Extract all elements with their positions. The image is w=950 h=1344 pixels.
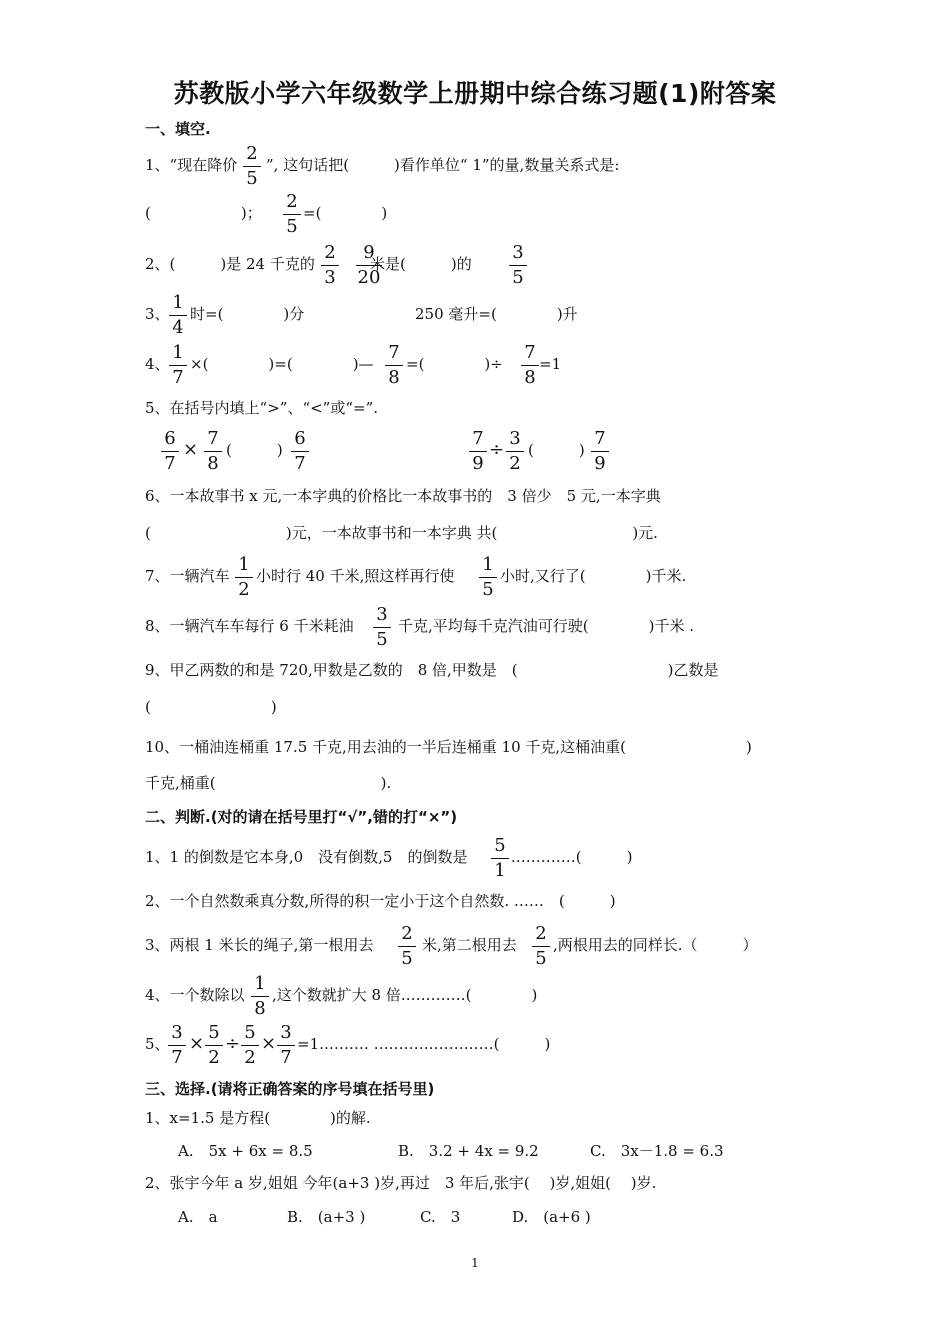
- s2-q3-fraction-1: 2 5: [397, 923, 417, 970]
- s1-q4-text-b: ×( )=( )—: [190, 355, 374, 373]
- s2-q2-text-a: 2、一个自然数乘真分数,所得的积一定小于这个自然数. …… ( ): [145, 892, 616, 910]
- section1-heading: 一、填空.: [145, 120, 211, 138]
- section3-heading: 三、选择.(请将正确答案的序号填在括号里): [145, 1080, 435, 1098]
- s1-q5-fraction-3: 6 7: [290, 428, 310, 475]
- s2-q5-times-2: ×: [261, 1033, 277, 1054]
- s1-q1-text-b: ”, 这句话把( )看作单位“ 1”的量,数量关系式是:: [266, 156, 620, 174]
- s1-q5-fraction-6: 7 9: [590, 428, 610, 475]
- s1-q1-fraction: 2 5: [242, 143, 262, 190]
- s3-q2-option-b: B. (a+3 ): [287, 1208, 366, 1226]
- s1-q4-text-a: 4、: [145, 355, 170, 373]
- s1-q5-blank-1: ( ): [226, 441, 283, 459]
- s3-q2-option-c: C. 3: [420, 1208, 461, 1226]
- s1-q3-text-a: 3、: [145, 305, 170, 323]
- s2-q1-text-a: 1、1 的倒数是它本身,0 没有倒数,5 的倒数是: [145, 848, 468, 866]
- s1-q10-text-b: 千克,桶重( ).: [145, 774, 392, 792]
- s1-q7-text-b: 小时行 40 千米,照这样再行使: [256, 567, 455, 585]
- s3-q2-option-a: A. a: [178, 1208, 218, 1226]
- s3-q2-option-d: D. (a+6 ): [512, 1208, 591, 1226]
- s3-q1-text: 1、x=1.5 是方程( )的解.: [145, 1109, 371, 1127]
- section2-heading: 二、判断.(对的请在括号里打“√”,错的打“×”): [145, 808, 458, 826]
- s1-q9-text-a: 9、甲乙两数的和是 720,甲数是乙数的 8 倍,甲数是 ( )乙数是: [145, 661, 719, 679]
- s1-q4-text-c: =( )÷: [406, 355, 503, 373]
- s2-q5-text-b: =1.……… ……………………( ): [297, 1035, 551, 1053]
- s1-q5-fraction-4: 7 9: [468, 428, 488, 475]
- s1-q6-text-a: 6、一本故事书 x 元,一本字典的价格比一本故事书的 3 倍少 5 元,一本字典: [145, 487, 661, 505]
- s1-q6-text-b: ( )元，一本故事书和一本字典 共( )元.: [145, 524, 658, 542]
- s2-q5-fraction-1: 3 7: [167, 1022, 187, 1069]
- s1-q1-fraction-2: 2 5: [282, 191, 302, 238]
- s3-q2-text: 2、张宇今年 a 岁,姐姐 今年(a+3 )岁,再过 3 年后,张宇( )岁,姐姐( )岁.: [145, 1174, 657, 1192]
- s3-q1-option-c: C. 3x－1.8 = 6.3: [590, 1142, 724, 1160]
- s1-q5-blank-2: ( ): [528, 441, 585, 459]
- s2-q3-fraction-2: 2 5: [531, 923, 551, 970]
- s1-q5-text-a: 5、在括号内填上“>”、“<”或“=”.: [145, 399, 379, 417]
- s1-q5-fraction-2: 7 8: [203, 428, 223, 475]
- s2-q5-divide: ÷: [225, 1033, 241, 1054]
- s1-q2-fraction-1: 2 3: [320, 242, 340, 289]
- s1-q4-text-d: =1: [539, 355, 562, 373]
- s2-q1-fraction: 5 1: [490, 835, 510, 882]
- s2-q4-fraction: 1 8: [250, 973, 270, 1020]
- s1-q3-text-c: 250 毫升=( )升: [415, 305, 578, 323]
- s1-q7-fraction-1: 1 2: [234, 554, 254, 601]
- s1-q3-text-b: 时=( )分: [190, 305, 305, 323]
- s1-q2-text-a: 2、( )是 24 千克的: [145, 255, 315, 273]
- s3-q1-option-b: B. 3.2 + 4x = 9.2: [398, 1142, 539, 1160]
- s1-q8-text-b: 千克,平均每千克汽油可行驶( )千米 .: [398, 617, 695, 635]
- s1-q2-text-b: 米是( )的: [370, 255, 472, 273]
- page-number: 1: [471, 1256, 479, 1270]
- document-title: 苏教版小学六年级数学上册期中综合练习题(1)附答案: [173, 79, 777, 108]
- s1-q5-fraction-1: 6 7: [160, 428, 180, 475]
- s2-q5-fraction-3: 5 2: [240, 1022, 260, 1069]
- s2-q3-text-c: ,两根用去的同样长.（ ）: [553, 936, 758, 954]
- s1-q5-fraction-5: 3 2: [505, 428, 525, 475]
- s1-q7-text-a: 7、一辆汽车: [145, 567, 230, 585]
- s2-q1-text-b: .…………( ): [511, 848, 633, 866]
- s1-q7-fraction-2: 1 5: [478, 554, 498, 601]
- s2-q4-text-a: 4、一个数除以: [145, 986, 245, 1004]
- s2-q5-fraction-4: 3 7: [276, 1022, 296, 1069]
- s1-q4-fraction-3: 7 8: [520, 342, 540, 389]
- s1-q4-fraction-1: 1 7: [168, 342, 188, 389]
- s2-q3-text-a: 3、两根 1 米长的绳子,第一根用去: [145, 936, 374, 954]
- s2-q5-times-1: ×: [189, 1033, 205, 1054]
- s1-q2-fraction-2: 9 20: [357, 242, 381, 288]
- s1-q8-fraction: 3 5: [372, 604, 392, 651]
- s1-q1-text-d: =( ): [303, 204, 388, 222]
- s1-q4-fraction-2: 7 8: [384, 342, 404, 389]
- s2-q5-fraction-2: 5 2: [204, 1022, 224, 1069]
- s2-q4-text-b: ,这个数就扩大 8 倍.…………( ): [272, 986, 538, 1004]
- s1-q5-divide-sign: ÷: [489, 439, 505, 460]
- s1-q2-fraction-3: 3 5: [508, 242, 528, 289]
- s2-q5-text-a: 5、: [145, 1035, 170, 1053]
- s2-q3-text-b: 米,第二根用去: [422, 936, 517, 954]
- s3-q1-option-a: A. 5x + 6x = 8.5: [178, 1142, 313, 1160]
- s1-q9-text-b: ( ): [145, 698, 277, 716]
- s1-q1-text-c: ( )；: [145, 204, 262, 222]
- s1-q1-text-a: 1、“现在降价: [145, 156, 238, 174]
- s1-q8-text-a: 8、一辆汽车车每行 6 千米耗油: [145, 617, 354, 635]
- s1-q7-text-c: 小时,又行了( )千米.: [500, 567, 687, 585]
- s1-q5-times-sign: ×: [183, 439, 199, 460]
- s1-q3-fraction: 1 4: [168, 292, 188, 339]
- s1-q10-text-a: 10、一桶油连桶重 17.5 千克,用去油的一半后连桶重 10 千克,这桶油重( ): [145, 738, 752, 756]
